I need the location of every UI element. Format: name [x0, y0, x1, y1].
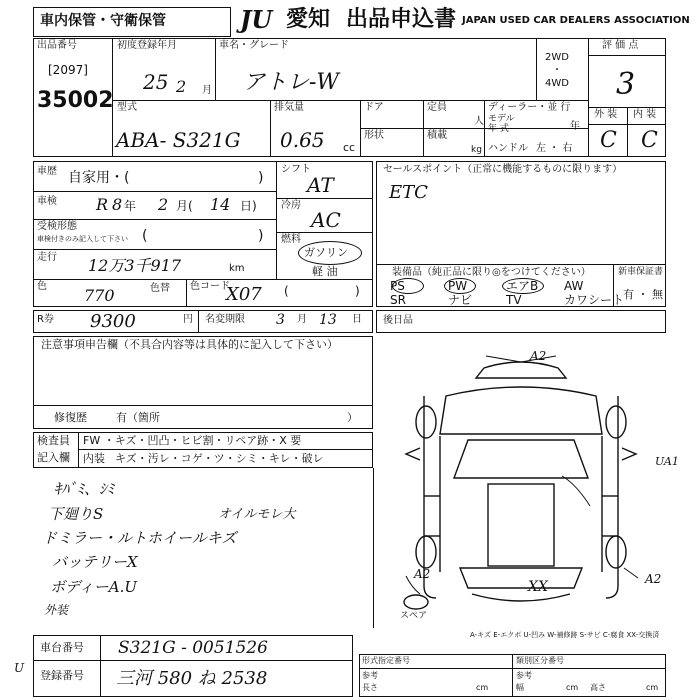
- inspection-day-unit: 日): [240, 199, 257, 213]
- handwritten-line: バッテリーX: [52, 553, 138, 571]
- int-grade: C: [641, 128, 658, 153]
- fuel-gas: ガソリン: [304, 246, 348, 259]
- load-label: 積載: [427, 130, 447, 141]
- mark-a2-left: A2: [414, 567, 431, 581]
- post-items-box: [376, 310, 666, 333]
- reg-year: 25: [143, 70, 169, 94]
- width-unit: cm: [566, 683, 579, 692]
- car-name: アトレ-W: [243, 70, 340, 95]
- inspection-label: 車検: [37, 196, 57, 207]
- receive-label: 受検形態: [37, 221, 77, 232]
- nc-month-unit: 月: [297, 314, 307, 325]
- fuel-open: (: [284, 284, 289, 298]
- receive-close: ): [258, 228, 264, 244]
- color-code-label: 色コード: [190, 281, 230, 292]
- recycle-yen: 円: [183, 314, 193, 325]
- reg-label: 初度登録年月: [117, 40, 177, 51]
- receive-open: (: [142, 228, 148, 244]
- chassis-value: S321G - 0051526: [118, 638, 268, 658]
- sales-point-label: セールスポイント（正常に機能するものに限ります）: [383, 164, 623, 175]
- fuel-label: 燃料: [281, 234, 301, 245]
- equip-item: PS: [390, 279, 405, 293]
- sales-point-value: ETC: [389, 182, 428, 203]
- inspector-label-2: 記入欄: [37, 451, 70, 464]
- ref-label-2: 参考: [516, 671, 532, 680]
- side-marks: U: [14, 661, 25, 675]
- lot-code: [2097]: [48, 63, 88, 77]
- nc-day-unit: 日: [352, 314, 362, 325]
- repair-label: 修復歴: [54, 411, 87, 424]
- capacity-label: 定員: [427, 102, 447, 113]
- inspector-row-2-label: 内装: [83, 452, 105, 465]
- inspection-month: 2: [158, 195, 169, 214]
- shift-label: シフト: [281, 164, 311, 175]
- equip-item: SR: [390, 293, 406, 307]
- mark-a2-right: A2: [645, 572, 662, 586]
- repair-value: 有（箇所: [116, 411, 160, 424]
- equip-item: ナビ: [448, 293, 473, 307]
- name-change-label: 名変期限: [205, 314, 245, 325]
- damage-legend: A-キズ E-エクボ U-凹み W-補修跡 S-サビ C-腐食 XX-交換済: [470, 631, 660, 639]
- color-code-value: X07: [226, 284, 262, 305]
- inspection-month-unit: 月(: [176, 199, 193, 213]
- mark-a2-top: A2: [530, 349, 547, 363]
- inspection-day: 14: [210, 195, 231, 214]
- history-value: 自家用・(: [68, 170, 130, 186]
- reg-month: 2: [176, 77, 187, 96]
- chassis-label: 車台番号: [40, 641, 84, 654]
- inspector-row-2: キズ・汚レ・コゲ・ツ・シミ・キレ・破レ: [115, 452, 324, 465]
- equip-circle: [392, 278, 424, 294]
- equip-circle: [502, 278, 544, 294]
- repair-close: ）: [347, 411, 358, 424]
- fuel-close: ): [355, 284, 360, 298]
- model-year-label: モデル: [488, 114, 515, 124]
- right-handwritten-note: オイルモレ大: [218, 507, 296, 522]
- ac-label: 冷房: [281, 200, 301, 211]
- drive-dot: ・: [552, 65, 562, 76]
- ext-label: 外 装: [594, 109, 618, 120]
- capacity-unit: 人: [474, 116, 484, 127]
- height-unit: cm: [646, 683, 659, 692]
- equip-circle: [444, 278, 476, 294]
- plate-label: 登録番号: [40, 669, 84, 682]
- equip-item: TV: [506, 293, 522, 307]
- mileage-label: 走行: [37, 252, 57, 263]
- ext-grade: C: [600, 128, 617, 153]
- score-label: 評 価 点: [602, 40, 639, 51]
- equip-item: エアB: [506, 279, 539, 293]
- car-damage-diagram: [376, 336, 666, 626]
- shape-label: 形状: [364, 130, 384, 141]
- equip-item: PW: [448, 279, 468, 293]
- attention-label: 注意事項申告欄（不具合内容等は具体的に記入して下さい）: [41, 338, 338, 351]
- history-label: 車歴: [37, 166, 57, 177]
- mileage-value: 12万3千917: [88, 256, 182, 275]
- ref-label-1: 参考: [362, 671, 378, 680]
- inspection-year: 8: [112, 195, 123, 214]
- fuel-diesel: 軽 油: [312, 265, 338, 278]
- handwritten-line: ｷﾊﾞﾐ、ｼﾐ: [54, 480, 115, 498]
- disp-unit: cc: [343, 141, 356, 154]
- length-label: 長さ: [362, 683, 378, 692]
- name-label: 車名・グレード: [219, 40, 289, 51]
- class-label: 類別区分番号: [516, 656, 564, 665]
- handwritten-line: 下廻りS: [48, 505, 104, 523]
- dealer-label: ディーラー・並 行: [488, 102, 571, 113]
- model-label: 型式: [117, 102, 137, 113]
- name-change-day: 13: [319, 312, 337, 328]
- model-value: ABA- S321G: [116, 128, 241, 152]
- new-guarantee-label: 新車保証書: [618, 267, 664, 277]
- handwritten-line: 外装: [44, 603, 69, 617]
- color-label: 色: [37, 281, 47, 292]
- drive-2wd: 2WD: [545, 52, 569, 63]
- shift-value: AT: [307, 173, 334, 197]
- color-change-label: 色替: [150, 283, 170, 294]
- load-unit: kg: [471, 145, 482, 155]
- spare-label: スペア: [400, 611, 428, 621]
- ac-value: AC: [311, 208, 341, 232]
- ju-logo: JU: [240, 5, 273, 34]
- reg-month-unit: 月: [202, 85, 212, 96]
- inspection-era: R: [96, 195, 109, 214]
- disp-label: 排気量: [274, 102, 304, 113]
- door-label: ドア: [364, 102, 384, 113]
- lot-label: 出品番号: [37, 40, 77, 51]
- form-cert-label: 形式指定番号: [362, 656, 410, 665]
- width-label: 幅: [516, 683, 524, 692]
- receive-note: 車検付きのみ記入して下さい: [37, 235, 128, 243]
- new-guarantee-opts: 有 ・ 無: [623, 288, 663, 301]
- history-close: ): [258, 170, 264, 186]
- handwritten-line: ボディーA.U: [50, 578, 138, 596]
- length-unit: cm: [476, 683, 489, 692]
- int-label: 内 装: [633, 109, 657, 120]
- handle-label: ハンドル: [488, 143, 528, 154]
- inspection-year-unit: 年: [124, 199, 137, 213]
- mark-ua1: UA1: [655, 455, 679, 468]
- year-unit: 年: [570, 121, 580, 132]
- lot-number: 35002: [37, 88, 114, 113]
- score-value: 3: [616, 67, 636, 102]
- post-items-label: 後日品: [383, 315, 413, 326]
- name-change-month: 3: [276, 312, 285, 328]
- mark-xx: XX: [528, 579, 548, 595]
- mileage-unit: km: [229, 263, 245, 274]
- recycle-label: R券: [37, 314, 54, 325]
- form-title: 出品申込書: [346, 7, 457, 32]
- model-year-label2: 年 式: [488, 124, 509, 134]
- equip-label: 装備品（純正品に限り◎をつけてください）: [392, 267, 591, 278]
- color-value: 770: [84, 286, 115, 305]
- handwritten-line: ドミラー・ルトホイールキズ: [42, 529, 237, 547]
- handle-options: 左 ・ 右: [536, 143, 573, 154]
- inspector-label-1: 検査員: [37, 434, 70, 447]
- height-label: 高さ: [590, 683, 606, 692]
- storage-label: 車内保管・守衛保管: [40, 13, 166, 29]
- drive-4wd: 4WD: [545, 78, 569, 89]
- equip-item: カワシート: [564, 293, 625, 307]
- recycle-value: 9300: [90, 311, 136, 332]
- disp-value: 0.65: [280, 128, 325, 152]
- equip-item: AW: [564, 279, 584, 293]
- inspector-row-1: FW ・キズ・凹凸・ヒビ割・リペア跡・X 要: [83, 434, 302, 447]
- assoc-name: 愛知: [286, 7, 331, 32]
- plate-value: 三河 580 ね 2538: [116, 668, 268, 689]
- form-subtitle: JAPAN USED CAR DEALERS ASSOCIATION: [462, 15, 690, 26]
